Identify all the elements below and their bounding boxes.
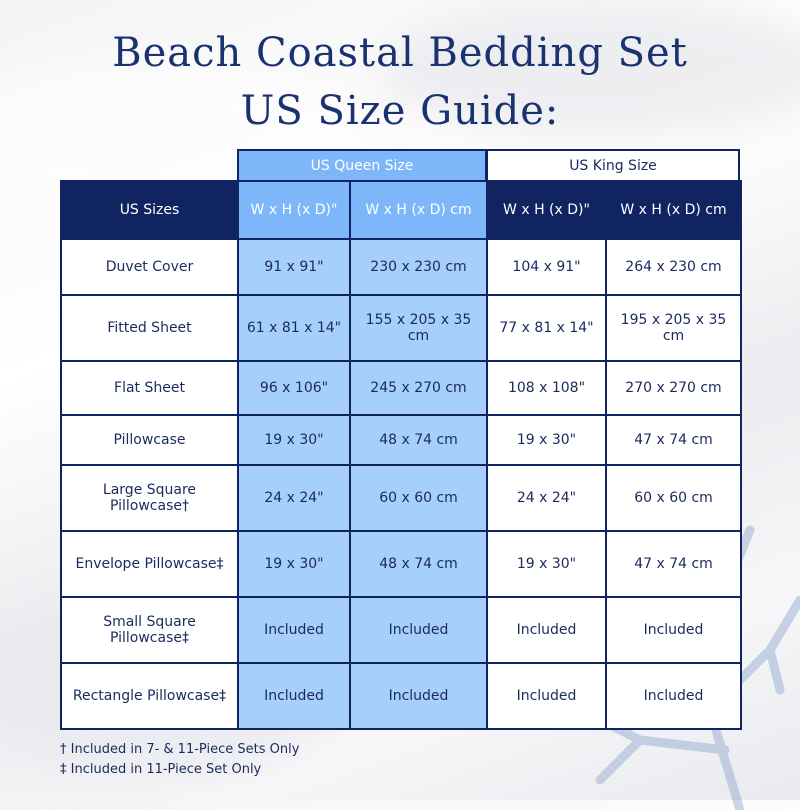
king-inches-cell: 24 x 24"	[487, 465, 606, 531]
row-label: Envelope Pillowcase‡	[61, 531, 238, 597]
king-cm-cell: 270 x 270 cm	[606, 361, 741, 415]
table-row	[61, 415, 741, 465]
queen-cm-cell: 230 x 230 cm	[350, 239, 487, 295]
queen-inches-cell: 61 x 81 x 14"	[238, 295, 350, 361]
queen-cm-cell: 155 x 205 x 35 cm	[350, 295, 487, 361]
column-header-queen-inches: W x H (x D)"	[238, 181, 350, 239]
table-header-row	[61, 181, 741, 239]
king-inches-cell: Included	[487, 597, 606, 663]
table-row	[61, 663, 741, 729]
column-header-king-cm: W x H (x D) cm	[606, 181, 741, 239]
queen-cm-cell: 60 x 60 cm	[350, 465, 487, 531]
king-inches-cell: 19 x 30"	[487, 531, 606, 597]
queen-cm-cell: Included	[350, 663, 487, 729]
king-inches-cell: 77 x 81 x 14"	[487, 295, 606, 361]
queen-inches-cell: 19 x 30"	[238, 415, 350, 465]
row-label: Rectangle Pillowcase‡	[61, 663, 238, 729]
queen-inches-cell: 19 x 30"	[238, 531, 350, 597]
king-size-group-header: US King Size	[486, 149, 740, 180]
king-cm-cell: 47 x 74 cm	[606, 415, 741, 465]
page-subtitle: US Size Guide:	[240, 88, 560, 134]
king-inches-cell: 104 x 91"	[487, 239, 606, 295]
table-row	[61, 597, 741, 663]
king-cm-cell: 60 x 60 cm	[606, 465, 741, 531]
row-label: Large Square Pillowcase†	[61, 465, 238, 531]
row-label: Flat Sheet	[61, 361, 238, 415]
table-row	[61, 239, 741, 295]
queen-cm-cell: 245 x 270 cm	[350, 361, 487, 415]
queen-cm-cell: Included	[350, 597, 487, 663]
king-cm-cell: 264 x 230 cm	[606, 239, 741, 295]
king-cm-cell: 195 x 205 x 35 cm	[606, 295, 741, 361]
king-inches-cell: 19 x 30"	[487, 415, 606, 465]
column-header-queen-cm: W x H (x D) cm	[350, 181, 487, 239]
queen-inches-cell: Included	[238, 597, 350, 663]
queen-cm-cell: 48 x 74 cm	[350, 531, 487, 597]
queen-inches-cell: 96 x 106"	[238, 361, 350, 415]
king-cm-cell: 47 x 74 cm	[606, 531, 741, 597]
page-title: Beach Coastal Bedding Set	[112, 30, 688, 76]
queen-inches-cell: 24 x 24"	[238, 465, 350, 531]
table-row	[61, 295, 741, 361]
king-cm-cell: Included	[606, 663, 741, 729]
queen-cm-cell: 48 x 74 cm	[350, 415, 487, 465]
table-row	[61, 361, 741, 415]
footnote-dagger: † Included in 7- & 11-Piece Sets Only	[60, 742, 300, 757]
table-row	[61, 465, 741, 531]
king-cm-cell: Included	[606, 597, 741, 663]
row-label: Pillowcase	[61, 415, 238, 465]
row-label: Small Square Pillowcase‡	[61, 597, 238, 663]
footnote-double-dagger: ‡ Included in 11-Piece Set Only	[60, 762, 262, 777]
king-inches-cell: Included	[487, 663, 606, 729]
size-guide-table	[60, 180, 742, 730]
king-inches-cell: 108 x 108"	[487, 361, 606, 415]
row-label: Duvet Cover	[61, 239, 238, 295]
column-header-king-inches: W x H (x D)"	[487, 181, 606, 239]
queen-size-group-header: US Queen Size	[237, 149, 487, 180]
queen-inches-cell: Included	[238, 663, 350, 729]
queen-inches-cell: 91 x 91"	[238, 239, 350, 295]
row-label: Fitted Sheet	[61, 295, 238, 361]
column-header-us-sizes: US Sizes	[61, 181, 238, 239]
table-row	[61, 531, 741, 597]
